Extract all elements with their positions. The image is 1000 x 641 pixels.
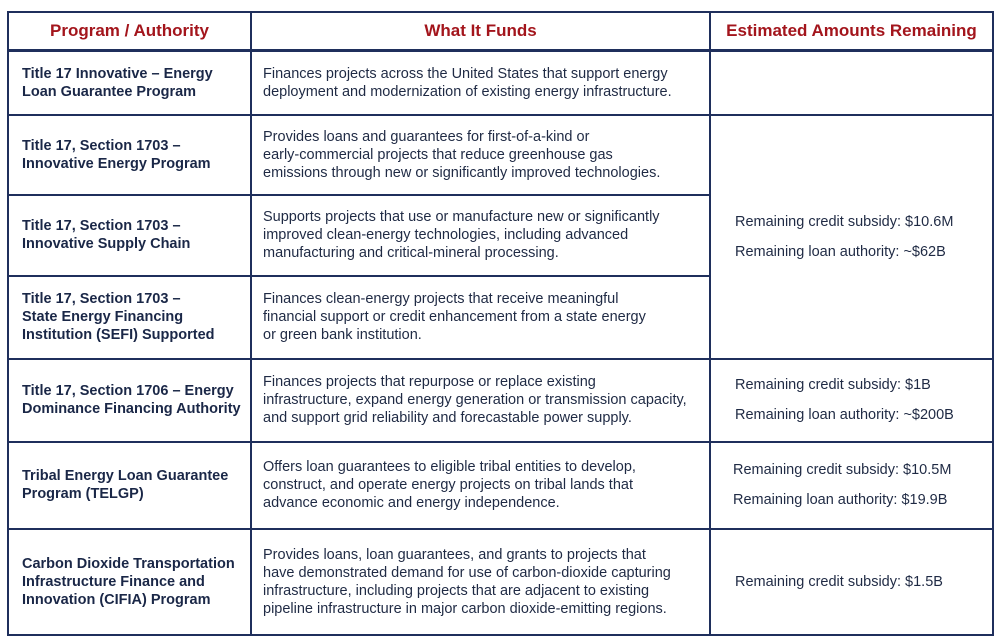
funds-line: Finances clean-energy projects that receive meaningful [263, 291, 619, 307]
program-line: Dominance Financing Authority [22, 401, 241, 417]
program-cell [8, 276, 251, 359]
funds-cell [251, 195, 710, 276]
amounts-cell-empty [710, 51, 993, 115]
amount-line: Remaining loan authority: ~$200B [735, 407, 954, 423]
amounts-cell-telgp [710, 442, 993, 529]
program-line: Title 17 Innovative – Energy [22, 65, 213, 82]
program-line: Innovative Supply Chain [22, 236, 191, 252]
amounts-cell-section-1706 [710, 359, 993, 442]
funds-line: and support grid reliability and forecastable power supply. [263, 410, 632, 426]
funds-cell [251, 359, 710, 442]
funds-line: emissions through new or significantly improved technologies. [263, 164, 661, 181]
amount-line: Remaining credit subsidy: $1.5B [735, 573, 943, 590]
amounts-cell-section-1703 [710, 115, 993, 359]
funds-line: improved clean-energy technologies, including advanced [263, 227, 629, 243]
table-row [8, 359, 993, 442]
program-cell [8, 359, 251, 442]
header-funds: What It Funds [251, 12, 710, 51]
program-line: Carbon Dioxide Transportation [22, 555, 235, 572]
header-program: Program / Authority [8, 12, 251, 51]
programs-table [7, 11, 994, 636]
program-cell [8, 529, 251, 635]
program-cell [8, 442, 251, 529]
funds-line: have demonstrated demand for use of carbon-dioxide capturing [263, 564, 671, 581]
amount-line: Remaining loan authority: ~$62B [735, 243, 946, 260]
funds-line: manufacturing and critical-mineral processing. [263, 245, 559, 261]
funds-cell [251, 442, 710, 529]
funds-cell [251, 115, 710, 195]
program-line: Program (TELGP) [22, 486, 144, 502]
funds-line: advance economic and energy independence. [263, 495, 560, 511]
program-line: Institution (SEFI) Supported [22, 327, 215, 343]
funds-line: Supports projects that use or manufacture new or significantly [263, 209, 660, 225]
funds-line: early-commercial projects that reduce greenhouse gas [263, 146, 613, 163]
funds-line: Offers loan guarantees to eligible tribal entities to develop, [263, 459, 636, 475]
program-line: Title 17, Section 1703 – [22, 291, 181, 307]
program-cell [8, 115, 251, 195]
funds-line: Finances projects across the United States that support energy [263, 65, 668, 82]
program-cell [8, 51, 251, 115]
funds-line: infrastructure, including projects that are adjacent to existing [263, 582, 650, 599]
funds-line: infrastructure, expand energy generation or transmission capacity, [263, 392, 687, 408]
amount-line: Remaining loan authority: $19.9B [733, 492, 948, 508]
funds-cell [251, 276, 710, 359]
funds-line: Finances projects that repurpose or replace existing [263, 374, 596, 390]
program-cell [8, 195, 251, 276]
program-line: Title 17, Section 1703 – [22, 137, 181, 154]
amount-line: Remaining credit subsidy: $10.6M [735, 213, 954, 230]
program-line: Title 17, Section 1703 – [22, 218, 181, 234]
program-line: State Energy Financing [22, 309, 184, 325]
program-line: Loan Guarantee Program [22, 83, 197, 100]
funds-line: or green bank institution. [263, 327, 422, 343]
funds-cell [251, 51, 710, 115]
header-amounts: Estimated Amounts Remaining [710, 12, 993, 51]
header-row [8, 12, 993, 51]
amount-line: Remaining credit subsidy: $10.5M [733, 462, 952, 478]
table-row [8, 529, 993, 635]
program-line: Infrastructure Finance and [22, 573, 205, 590]
program-line: Tribal Energy Loan Guarantee [22, 468, 229, 484]
funds-cell [251, 529, 710, 635]
program-line: Innovation (CIFIA) Program [22, 591, 211, 608]
funds-line: Provides loans, loan guarantees, and grants to projects that [263, 546, 646, 563]
program-line: Title 17, Section 1706 – Energy [22, 383, 234, 399]
program-line: Innovative Energy Program [22, 155, 211, 172]
table-row [8, 51, 993, 115]
amount-line: Remaining credit subsidy: $1B [735, 377, 931, 393]
funds-line: Provides loans and guarantees for first-of-a-kind or [263, 128, 590, 145]
funds-line: deployment and modernization of existing energy infrastructure. [263, 83, 672, 100]
table-row [8, 442, 993, 529]
table-row [8, 115, 993, 195]
amounts-cell-cifia [710, 529, 993, 635]
funds-line: financial support or credit enhancement from a state energy [263, 309, 646, 325]
funds-line: construct, and operate energy projects on tribal lands that [263, 477, 633, 493]
funds-line: pipeline infrastructure in major carbon dioxide-emitting regions. [263, 600, 667, 617]
